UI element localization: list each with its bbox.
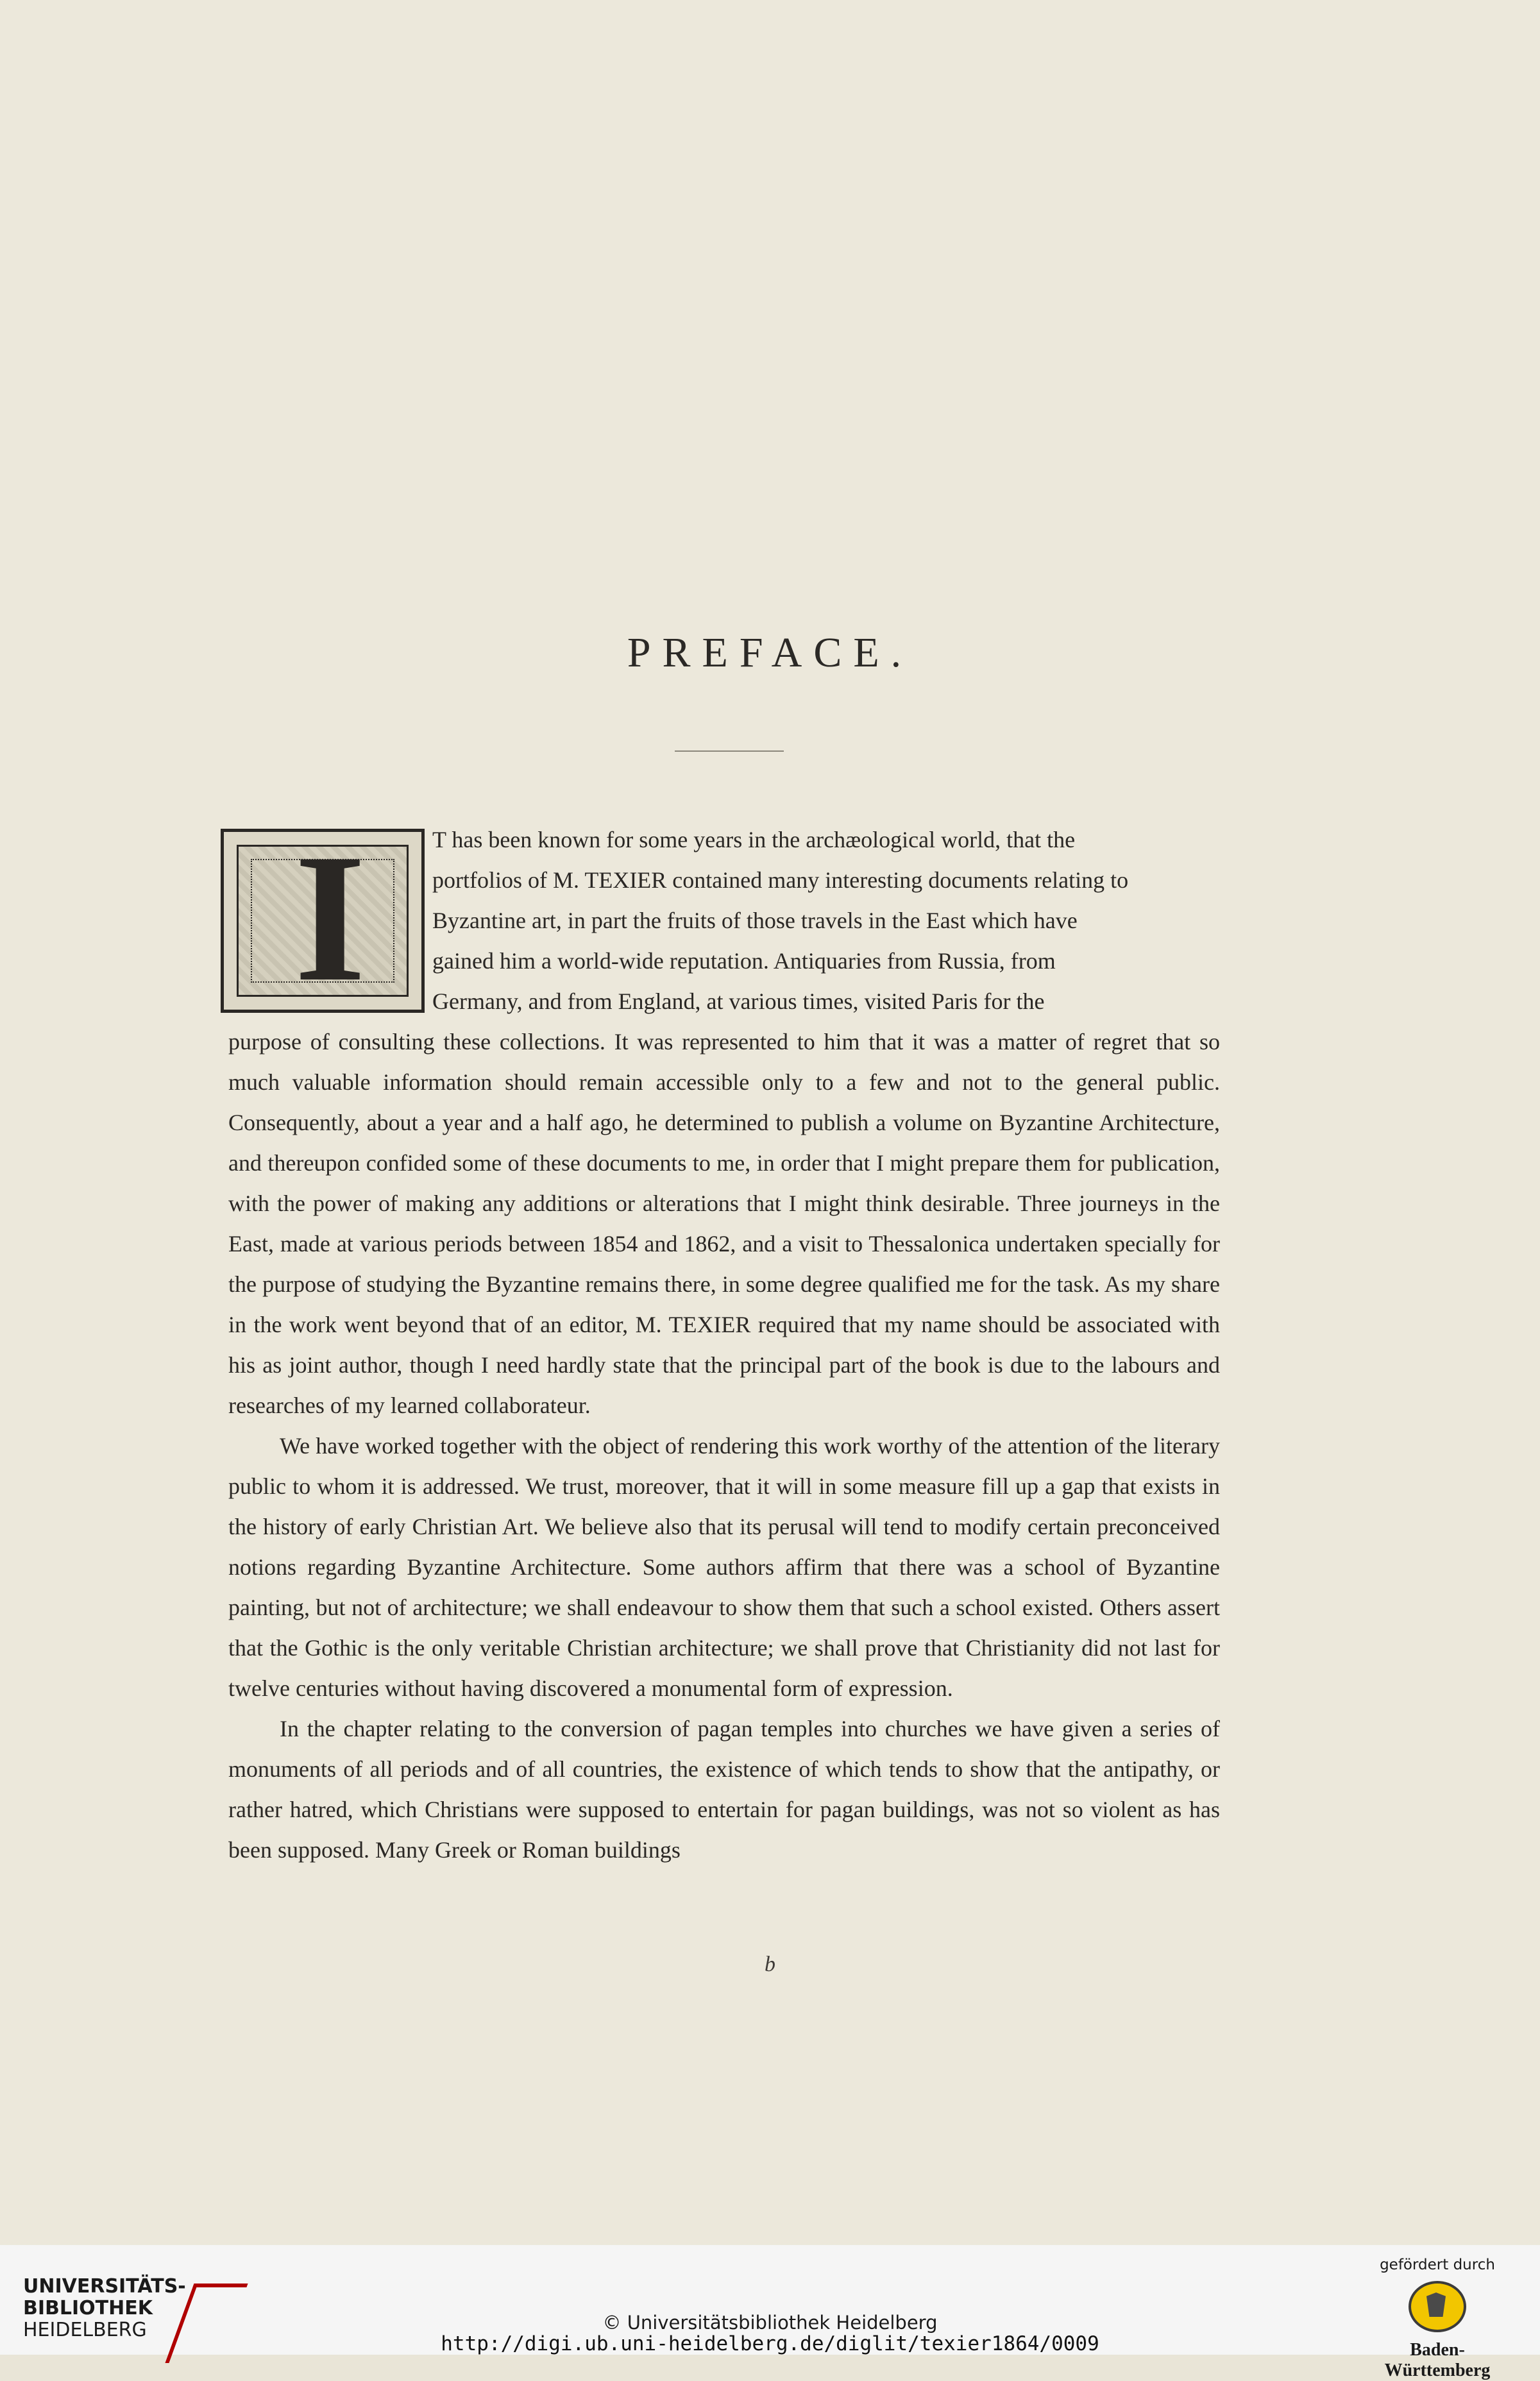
drop-cap-letter: I (294, 816, 366, 1019)
paragraph-1-line-5: Germany, and from England, at various times, visited Paris for the (432, 988, 1045, 1014)
digitization-footer (0, 2245, 1540, 2380)
copyright-text: © Universitätsbibliothek Heidelberg (602, 2312, 938, 2334)
body-text (228, 816, 1220, 1870)
sponsor-block (1360, 2257, 1514, 2381)
paragraph-2: We have worked together with the object of rendering this work worthy of the attention of the literary public to whom it is addressed. We trust, moreover, that it will in some measure fill up a gap that exists in the history of early Christian Art. We believe also that its perusal will tend to modify certain preconceived notions regarding Byzantine Architecture. Some authors affirm that there was a school of Byzantine painting, but not of architecture; we shall endeavour to show them that such a school existed. Others assert that the Gothic is the only veritable Christian architecture; we shall prove that Christianity did not last for twelve centuries without having discovered a monumental form of expression. (228, 1433, 1220, 1701)
title-rule (675, 750, 784, 752)
paragraph-1-line-1: T has been known for some years in the archæological world, that the (432, 827, 1076, 852)
page-signature: b (765, 1953, 775, 1976)
paragraph-1-line-3: Byzantine art, in part the fruits of those travels in the East which have (432, 908, 1078, 933)
library-name-line-2: BIBLIOTHEK (23, 2297, 153, 2319)
sponsor-label: gefördert durch (1380, 2257, 1495, 2273)
page-title: PREFACE. (627, 629, 913, 676)
source-url[interactable]: http://digi.ub.uni-heidelberg.de/diglit/texier1864/0009 (441, 2332, 1099, 2355)
paragraph-1-rest: purpose of consulting these collections. It was represented to him that it was a matter of regret that so much valuable information should remain accessible only to a few and not to the general public. Consequently, about a year and a half ago, he determined to publish a volume on Byzantine Architecture, and thereupon confided some of these documents to me, in order that I might prepare them for publication, with the power of making any additions or alterations that I might think desirable. Three journeys in the East, made at various periods between 1854 and 1862, and a visit to Thessalonica undertaken specially for the purpose of studying the Byzantine remains there, in some degree qualified me for the task. As my share in the work went beyond that of an editor, M. TEXIER required that my name should be associated with his as joint author, though I need hardly state that the principal part of the book is due to the labours and researches of my learned collaborateur. (228, 1029, 1220, 1418)
library-name-line-1: UNIVERSITÄTS- (23, 2275, 186, 2298)
paragraph-1 (228, 816, 1220, 1426)
sponsor-name: Baden-Württemberg (1384, 2340, 1491, 2380)
paragraph-1-line-4: gained him a world-wide reputation. Antiquaries from Russia, from (432, 948, 1056, 974)
library-name-line-3: HEIDELBERG (23, 2319, 147, 2341)
baden-wurttemberg-crest-icon (1409, 2281, 1466, 2332)
paragraph-3: In the chapter relating to the conversion of pagan temples into churches we have given a series of monuments of all periods and of all countries, the existence of which tends to show that the antipathy, or rather hatred, which Christians were supposed to entertain for pagan buildings, was not so violent as has been supposed. Many Greek or Roman buildings (228, 1716, 1220, 1863)
paragraph-1-line-2: portfolios of M. TEXIER contained many interesting documents relating to (432, 867, 1129, 893)
